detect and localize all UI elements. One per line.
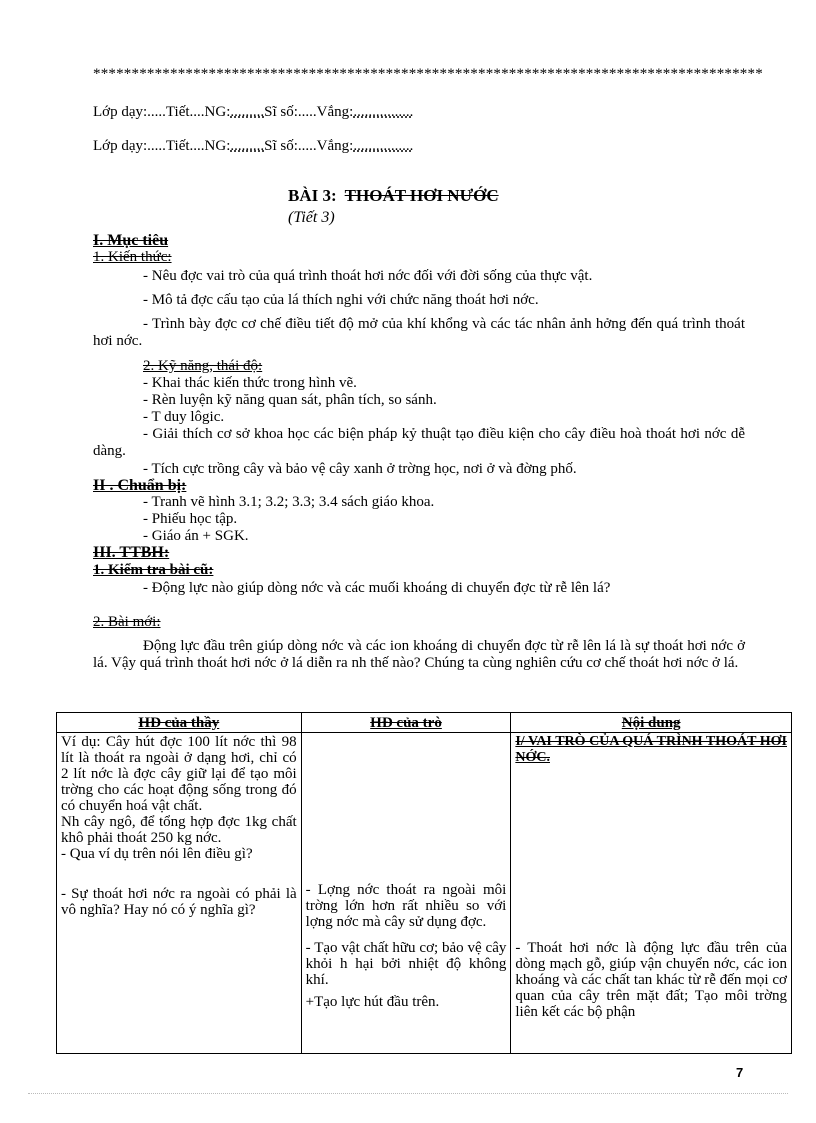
teacher-text-1: Ví dụ: Cây hút đợc 100 lít nớc thì 98 lít là thoát ra ngoài ở dạng hơi, chỉ có 2 lít nớc là đợc cây giữ lại để tạo môi trờng cho các hoạt động sống trong đó có chuyển hoá vật chất. <box>61 734 297 814</box>
skills-item-3: - T duy lôgic. <box>143 409 225 425</box>
teacher-text-4: - Sự thoát hơi nớc ra ngoài có phải là vô nghĩa? Hay nó có ý nghĩa gì? <box>61 886 297 918</box>
knowledge-item-3: - Trình bày đợc cơ chế điều tiết độ mở của khí khổng và các tác nhân ảnh hởng đến quá trình thoát hơi nớc. <box>93 316 745 349</box>
student-text-2: - Tạo vật chất hữu cơ; bảo vệ cây khỏi h hại bởi nhiệt độ không khí. <box>305 940 507 988</box>
content-heading: I/ VAI TRÒ CỦA QUÁ TRÌNH THOÁT HƠI NỚC. <box>515 734 787 765</box>
teacher-text-2: Nh cây ngô, để tổng hợp đợc 1kg chất khô phải thoát 250 kg nớc. <box>61 814 297 846</box>
student-cell <box>301 733 511 1054</box>
knowledge-heading: 1. Kiến thức: <box>93 249 172 265</box>
class-info-prefix: Lớp dạy:.....Tiết....NG: <box>93 104 231 120</box>
student-text-3: +Tạo lực hút đầu trên. <box>305 994 440 1010</box>
teacher-column-header: HĐ của thầy <box>57 713 302 733</box>
class-info-line-1 <box>93 104 413 121</box>
class-info-line-2 <box>93 138 413 155</box>
separator-stars: *************************************************************************************** <box>93 66 763 82</box>
content-cell <box>511 733 792 1054</box>
skills-item-5: - Tích cực trồng cây và bảo vệ cây xanh ở trờng học, nơi ở và đờng phố. <box>143 461 577 477</box>
old-lesson-question: - Động lực nào giúp dòng nớc và các muối khoáng di chuyển đợc từ rễ lên lá? <box>143 580 611 596</box>
vang-blank: ................ <box>353 104 414 120</box>
ng-blank: ......... <box>230 138 265 154</box>
class-info-mid: Sĩ số:.....Vắng: <box>264 138 354 154</box>
knowledge-item-1: - Nêu đợc vai trò của quá trình thoát hơi nớc đối với đời sống của thực vật. <box>143 268 593 284</box>
lesson-title <box>288 186 499 206</box>
content-text: - Thoát hơi nớc là động lực đầu trên của dòng mạch gỗ, giúp vận chuyển nớc, các ion khoáng và các chất tan khác từ rễ đến mọi cơ quan của cây trên mặt đất; Tạo môi trờng liên kết các bộ phận <box>515 940 787 1020</box>
lesson-activity-table <box>56 712 792 1054</box>
teacher-text-3: - Qua ví dụ trên nói lên điều gì? <box>61 846 253 862</box>
page-bottom-divider <box>28 1093 788 1094</box>
ttbh-heading: III. TTBH: <box>93 544 170 561</box>
content-column-header: Nội dung <box>511 713 792 733</box>
vang-blank: ................ <box>353 138 414 154</box>
prep-heading: II . Chuẩn bị: <box>93 477 187 494</box>
student-column-header: HĐ của trò <box>301 713 511 733</box>
lesson-number: BÀI 3: <box>288 186 337 205</box>
page-number: 7 <box>736 1065 744 1080</box>
lesson-period: (Tiết 3) <box>288 209 335 226</box>
skills-item-1: - Khai thác kiến thức trong hình vẽ. <box>143 375 357 391</box>
new-lesson-heading: 2. Bài mới: <box>93 614 161 630</box>
skills-heading: 2. Kỹ năng, thái độ: <box>143 358 263 374</box>
prep-item-1: - Tranh vẽ hình 3.1; 3.2; 3.3; 3.4 sách giáo khoa. <box>143 494 435 510</box>
skills-item-2: - Rèn luyện kỹ năng quan sát, phân tích, so sánh. <box>143 392 437 408</box>
old-lesson-heading: 1. Kiểm tra bài cũ: <box>93 562 214 578</box>
table-header-row <box>57 713 792 733</box>
skills-item-4: - Giải thích cơ sở khoa học các biện pháp kỷ thuật tạo điều kiện cho cây điều hoà thoát hơi nớc dễ dàng. <box>93 426 745 459</box>
ng-blank: ......... <box>230 104 265 120</box>
knowledge-item-2: - Mô tả đợc cấu tạo của lá thích nghi với chức năng thoát hơi nớc. <box>143 292 539 308</box>
prep-item-3: - Giáo án + SGK. <box>143 528 249 544</box>
lesson-name: THOÁT HƠI NƯỚC <box>344 186 499 205</box>
new-lesson-intro: Động lực đầu trên giúp dòng nớc và các ion khoáng di chuyển đợc từ rễ lên lá là sự thoát hơi nớc ở lá. Vậy quá trình thoát hơi nớc ở lá diễn ra nh thế nào? Chúng ta cùng nghiên cứu cơ chế thoát hơi nớc ở lá. <box>93 638 745 671</box>
student-text-1: - Lợng nớc thoát ra ngoài môi trờng lớn hơn rất nhiều so với lợng nớc mà cây sử dụng đợc. <box>305 882 507 930</box>
prep-item-2: - Phiếu học tập. <box>143 511 238 527</box>
teacher-cell <box>57 733 302 1054</box>
objectives-heading: I. Mục tiêu <box>93 232 169 249</box>
class-info-prefix: Lớp dạy:.....Tiết....NG: <box>93 138 231 154</box>
table-row <box>57 733 792 1054</box>
class-info-mid: Sĩ số:.....Vắng: <box>264 104 354 120</box>
